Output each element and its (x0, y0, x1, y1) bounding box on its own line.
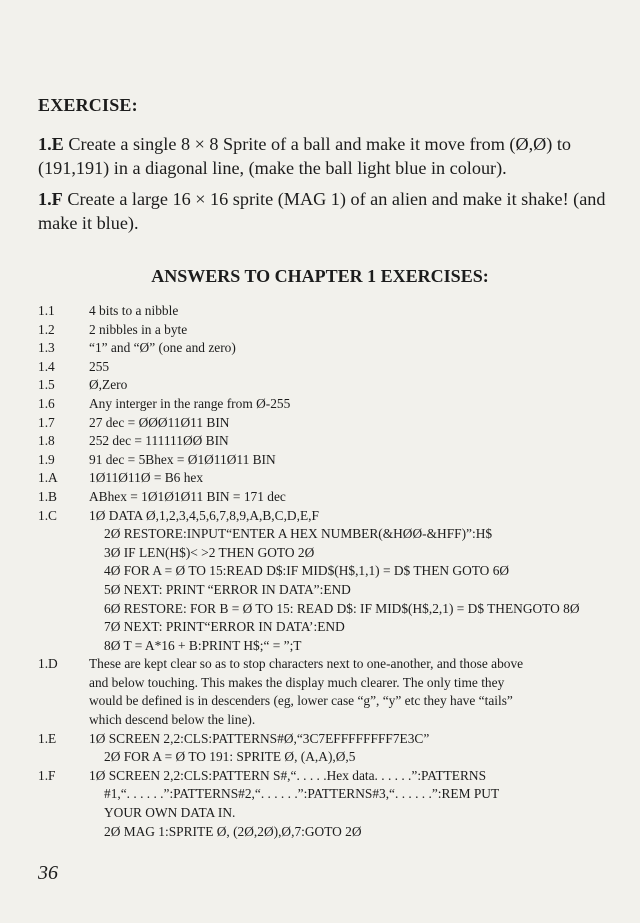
answer-text: would be defined is in descenders (eg, lower case “g”, “y” etc they have “tails” (89, 693, 513, 709)
answer-row (38, 376, 628, 395)
code-line: #1,“. . . . . .”:PATTERNS#2,“. . . . . .”:PATTERNS#3,“. . . . . .”:REM PUT (104, 786, 500, 802)
code-line: 2Ø RESTORE:INPUT“ENTER A HEX NUMBER(&HØØ-&HFF)”:H$ (104, 526, 493, 542)
code-line: 2Ø MAG 1:SPRITE Ø, (2Ø,2Ø),Ø,7:GOTO 2Ø (104, 823, 362, 839)
answer-row (38, 414, 628, 433)
answer-text: 27 dec = ØØØ11Ø11 BIN (89, 414, 230, 430)
code-line: 1Ø SCREEN 2,2:CLS:PATTERN S#,“. . . . .Hex data. . . . . .”:PATTERNS (89, 767, 487, 783)
answer-text: Any interger in the range from Ø-255 (89, 395, 291, 411)
answer-text: Ø,Zero (89, 377, 128, 393)
answer-row-cont (38, 711, 628, 730)
answer-number: 1.A (38, 470, 58, 486)
answer-row (38, 730, 628, 749)
code-line: 8Ø T = A*16 + B:PRINT H$;“ = ”;T (104, 637, 302, 653)
answer-row (38, 395, 628, 414)
answer-text: These are kept clear so as to stop characters next to one-another, and those above (89, 656, 524, 672)
answer-row (38, 321, 628, 340)
answer-row (38, 488, 628, 507)
answer-text: 2 nibbles in a byte (89, 321, 188, 337)
code-line: 4Ø FOR A = Ø TO 15:READ D$:IF MID$(H$,1,1) = D$ THEN GOTO 6Ø (104, 563, 510, 579)
answer-row (38, 358, 628, 377)
answer-number: 1.2 (38, 321, 55, 337)
answer-row (38, 655, 628, 674)
answer-text: 252 dec = 111111ØØ BIN (89, 433, 229, 449)
exercise-text: Create a large 16 × 16 sprite (MAG 1) of an alien and make it shake! (and make it blue). (38, 189, 606, 233)
code-line: YOUR OWN DATA IN. (104, 805, 236, 821)
exercise-1f (38, 187, 620, 235)
code-line: 1Ø SCREEN 2,2:CLS:PATTERNS#Ø,“3C7EFFFFFFFF7E3C” (89, 730, 430, 746)
answer-number: 1.E (38, 730, 57, 746)
answer-row (38, 339, 628, 358)
answer-number: 1.7 (38, 414, 55, 430)
exercise-number: 1.F (38, 189, 63, 209)
answer-number: 1.5 (38, 377, 55, 393)
answer-number: 1.3 (38, 340, 55, 356)
answer-text: 255 (89, 358, 110, 374)
answer-number: 1.4 (38, 358, 55, 374)
answer-text: 4 bits to a nibble (89, 303, 179, 318)
answer-row-cont (38, 692, 628, 711)
answer-text: “1” and “Ø” (one and zero) (89, 340, 236, 356)
answer-text: 1Ø11Ø11Ø = B6 hex (89, 470, 204, 486)
answers-title: ANSWERS TO CHAPTER 1 EXERCISES: (151, 266, 489, 286)
answer-number: 1.8 (38, 433, 55, 449)
answer-number: 1.F (38, 767, 56, 783)
answer-text: which descend below the line). (89, 712, 256, 728)
exercise-number: 1.E (38, 134, 64, 154)
code-line: 3Ø IF LEN(H$)< >2 THEN GOTO 2Ø (104, 544, 315, 560)
answer-number: 1.B (38, 488, 57, 504)
answers-list (38, 302, 628, 841)
answer-number: 1.D (38, 656, 58, 672)
answer-row (38, 432, 628, 451)
answer-row-cont (38, 674, 628, 693)
answer-text: and below touching. This makes the display much clearer. The only time they (89, 674, 505, 690)
exercise-text: Create a single 8 × 8 Sprite of a ball and make it move from (Ø,Ø) to (191,191) in a diagonal line, (make the ball light blue in colour). (38, 134, 572, 178)
answer-number: 1.C (38, 507, 57, 523)
answer-row (38, 302, 628, 321)
answer-text: 1Ø DATA Ø,1,2,3,4,5,6,7,8,9,A,B,C,D,E,F (89, 507, 319, 523)
answer-row (38, 451, 628, 470)
answer-text: ABhex = 1Ø1Ø1Ø11 BIN = 171 dec (89, 488, 286, 504)
answer-number: 1.1 (38, 303, 55, 318)
exercise-heading: EXERCISE: (38, 95, 138, 115)
answer-text: 91 dec = 5Bhex = Ø1Ø11Ø11 BIN (89, 451, 276, 467)
code-line: 2Ø FOR A = Ø TO 191: SPRITE Ø, (A,A),Ø,5 (104, 749, 356, 765)
answer-row (38, 507, 628, 526)
page-number: 36 (38, 862, 58, 884)
answer-number: 1.9 (38, 451, 55, 467)
answer-number: 1.6 (38, 395, 55, 411)
exercise-1e (38, 132, 620, 180)
answer-row (38, 767, 628, 786)
answer-row (38, 469, 628, 488)
code-line: 5Ø NEXT: PRINT “ERROR IN DATA”:END (104, 581, 351, 597)
code-line: 7Ø NEXT: PRINT“ERROR IN DATA’:END (104, 619, 345, 635)
code-line: 6Ø RESTORE: FOR B = Ø TO 15: READ D$: IF MID$(H$,2,1) = D$ THENGOTO 8Ø (104, 600, 580, 616)
